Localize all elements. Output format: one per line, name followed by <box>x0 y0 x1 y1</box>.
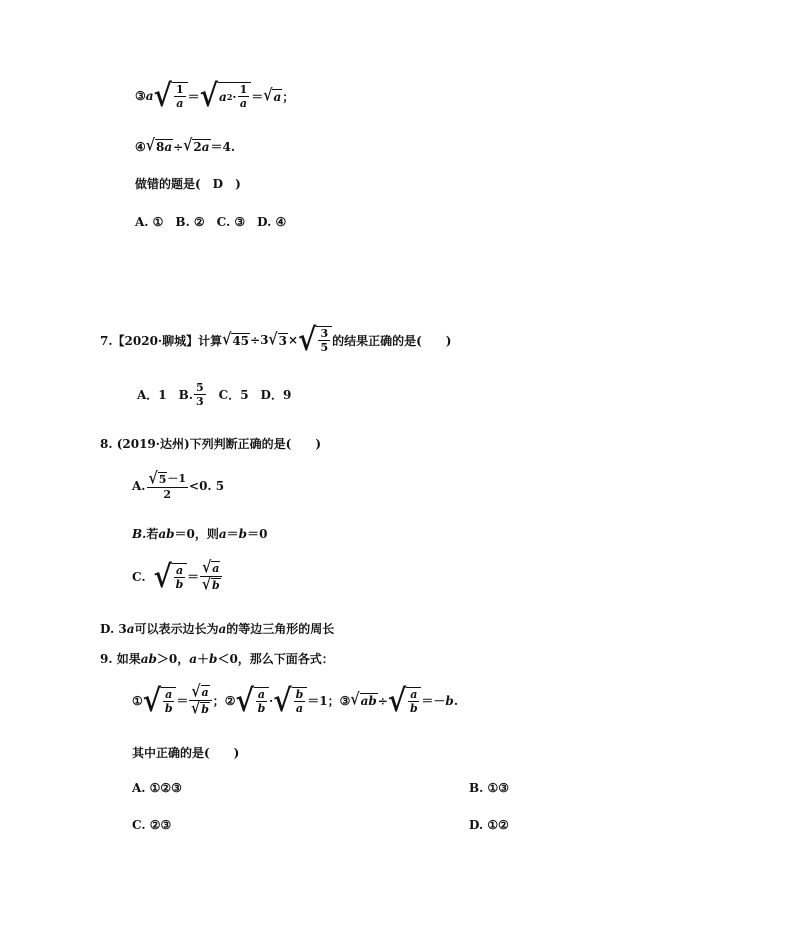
q8-option-d: D. 3 a 可以表示边长为 a 的等边三角形的周长 <box>100 621 335 636</box>
q9-formulas: ① √ $\frac{a}{b}$ ＝ √ a √ b ； ② √ $\frac{a}{b}$ · √ $\frac{b}{a}$ ＝1； ③ √ ab ÷ √ $\frac{a}{b}$ ＝－ b . <box>132 681 458 719</box>
q9-option-b: B. ①③ <box>469 781 510 795</box>
q6-item3: ③ a √ $\frac{1}{a}$ ＝ √ a 2 · $\frac{1}{a}$ ＝ √ a ； <box>135 77 295 114</box>
q8-stem: 8. (2019·达州)下列判断正确的是( ) <box>100 437 321 451</box>
circle-3: ③ <box>135 89 146 103</box>
q6-prompt: 做错的题是( D ) <box>135 177 241 191</box>
q6-item4: ④ √ 8 a ÷ √ 2 a ＝4. <box>135 136 236 156</box>
q6-options: A. ① B. ② C. ③ D. ④ <box>135 215 287 229</box>
q9-option-d: D. ①② <box>469 818 509 832</box>
q8-option-c: C. √ $\frac{a}{b}$ ＝ √ a √ b <box>132 561 223 592</box>
q9-stem: 9. 如果 ab ＞0， a ＋ b ＜0，那么下面各式： <box>100 651 334 666</box>
q8-option-b: B. 若 ab ＝0，则 a ＝ b ＝0 <box>132 526 268 541</box>
q7-stem: 7.【2020·聊城】计算 √ 45 ÷3 √ 3 × √ $\frac{3}{5}$ 的结果正确的是( ) <box>100 321 452 358</box>
var-a: a <box>145 89 154 103</box>
q9-prompt: 其中正确的是( ) <box>132 746 240 760</box>
q7-options: A．1 B. $\frac{5}{3}$ C．5 D．9 <box>137 381 292 408</box>
q9-option-c: C. ②③ <box>132 818 172 832</box>
q9-option-a: A. ①②③ <box>132 781 182 795</box>
sqrt-expr: √ a 2 · $\frac{1}{a}$ <box>200 82 252 110</box>
q8-option-a: A. √ 5 －1 2 <0. 5 <box>132 469 225 501</box>
sqrt-frac: √ $\frac{1}{a}$ <box>154 82 188 110</box>
